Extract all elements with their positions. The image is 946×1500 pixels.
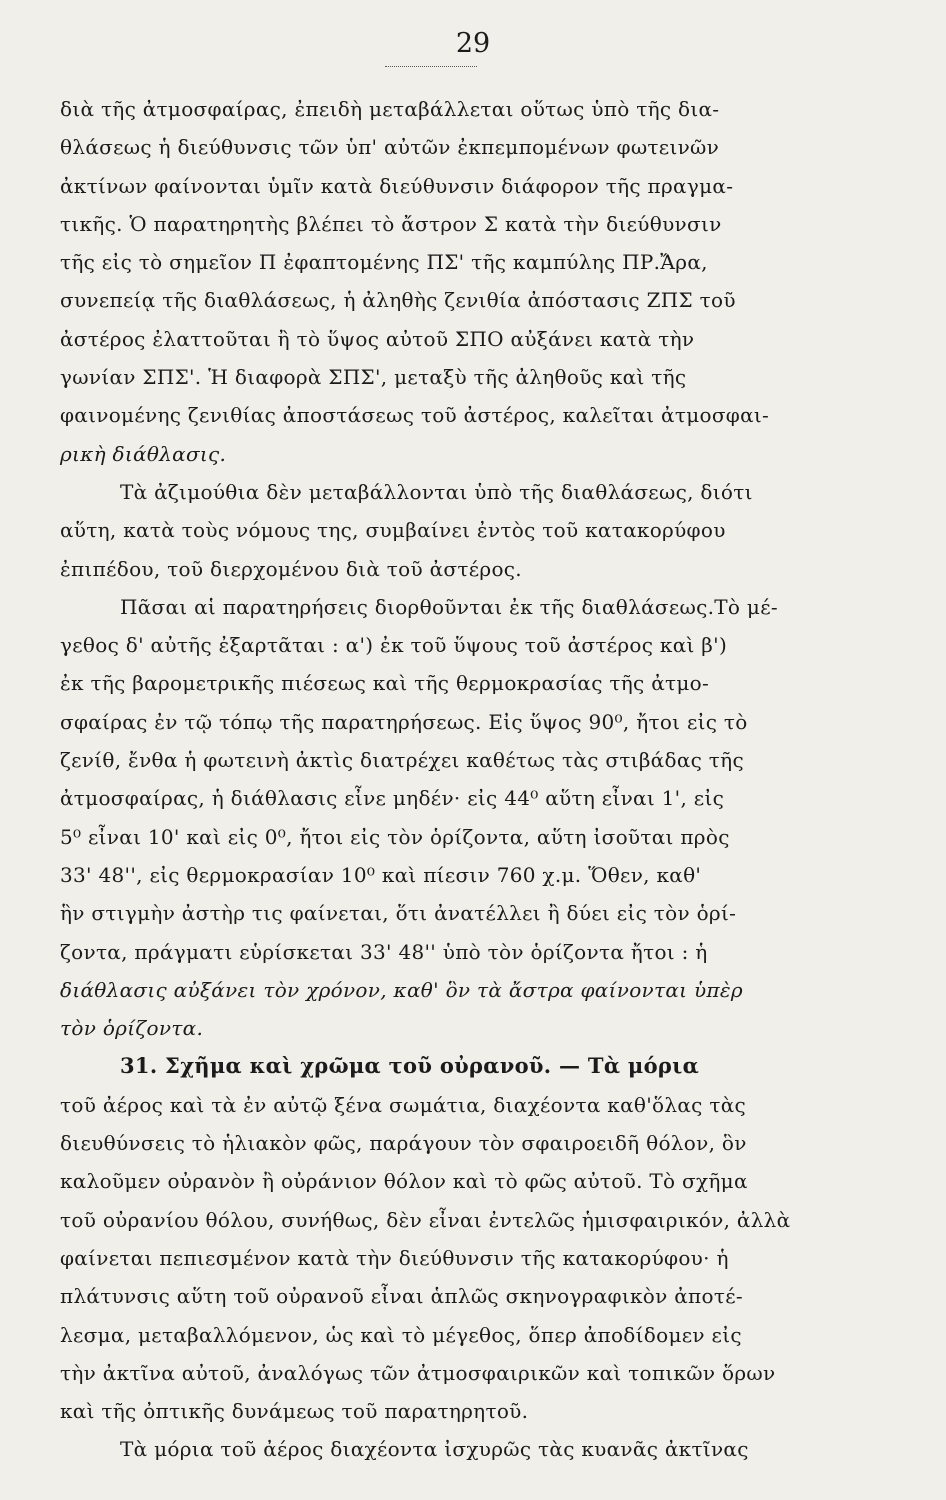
text-line: τῆς εἰς τὸ σημεῖον Π ἐφαπτομένης ΠΣ' τῆς καμπύλης ΠΡ.Ἄρα, — [60, 250, 708, 275]
text-line: φαινομένης ζενιθίας ἀποστάσεως τοῦ ἀστέρος, καλεῖται ἀτμοσφαι- — [60, 403, 770, 428]
text-line: σφαίρας ἐν τῷ τόπῳ τῆς παρατηρήσεως. Εἰς ὕψος 90⁰, ἤτοι εἰς τὸ — [60, 709, 748, 734]
page-number: 29 — [455, 28, 491, 59]
text-line: καὶ τῆς ὀπτικῆς δυνάμεως τοῦ παρατηρητοῦ. — [60, 1399, 529, 1424]
text-line: γωνίαν ΣΠΣ'. Ἡ διαφορὰ ΣΠΣ', μεταξὺ τῆς ἀληθοῦς καὶ τῆς — [60, 365, 687, 390]
text-line: πλάτυνσις αὕτη τοῦ οὐρανοῦ εἶναι ἁπλῶς σκηνογραφικὸν ἀποτέ- — [60, 1284, 743, 1309]
text-line: ἀκτίνων φαίνονται ὑμῖν κατὰ διεύθυνσιν διάφορον τῆς πραγμα- — [60, 173, 734, 198]
paragraph-start: Πᾶσαι αἱ παρατηρήσεις διορθοῦνται ἐκ τῆς διαθλάσεως.Τὸ μέ- — [120, 594, 778, 619]
text-line: ζοντα, πράγματι εὑρίσκεται 33' 48'' ὑπὸ τὸν ὁρίζοντα ἤτοι : ἡ — [60, 939, 708, 964]
text-line: φαίνεται πεπιεσμένον κατὰ τὴν διεύθυνσιν τῆς κατακορύφου· ἡ — [60, 1245, 729, 1270]
text-line: ἐκ τῆς βαρομετρικῆς πιέσεως καὶ τῆς θερμοκρασίας τῆς ἀτμο- — [60, 671, 710, 696]
text-line: ζενίθ, ἔνθα ἡ φωτεινὴ ἀκτὶς διατρέχει καθέτως τὰς στιβάδας τῆς — [60, 748, 744, 773]
text-line: 5⁰ εἶναι 10' καὶ εἰς 0⁰, ἤτοι εἰς τὸν ὁρίζοντα, αὕτη ἰσοῦται πρὸς — [60, 824, 730, 849]
text-line: καλοῦμεν οὐρανὸν ἢ οὐράνιον θόλον καὶ τὸ φῶς αὐτοῦ. Τὸ σχῆμα — [60, 1169, 748, 1194]
text-line: διάθλασις αὐξάνει τὸν χρόνον, καθ' ὃν τὰ ἄστρα φαίνονται ὑπὲρ — [60, 977, 743, 1002]
text-line: διὰ τῆς ἀτμοσφαίρας, ἐπειδὴ μεταβάλλεται οὕτως ὑπὸ τῆς δια- — [60, 97, 720, 121]
text-line: ἣν στιγμὴν ἀστὴρ τις φαίνεται, ὅτι ἀνατέλλει ἢ δύει εἰς τὸν ὁρί- — [60, 901, 737, 926]
text-line: ρικὴ διάθλασις. — [60, 441, 227, 466]
text-line: 33' 48'', εἰς θερμοκρασίαν 10⁰ καὶ πίεσιν 760 χ.μ. Ὅθεν, καθ' — [60, 862, 702, 887]
text-line: λεσμα, μεταβαλλόμενον, ὡς καὶ τὸ μέγεθος, ὅπερ ἀποδίδομεν εἰς — [60, 1322, 742, 1347]
header-rule — [385, 66, 477, 67]
text-body — [60, 90, 832, 1469]
text-line: ἀτμοσφαίρας, ἡ διάθλασις εἶνε μηδέν· εἰς 44⁰ αὕτη εἶναι 1', εἰς — [60, 786, 725, 811]
text-line: τικῆς. Ὁ παρατηρητὴς βλέπει τὸ ἄστρον Σ κατὰ τὴν διεύθυνσιν — [60, 211, 722, 236]
text-line: ἀστέρος ἐλαττοῦται ἢ τὸ ὕψος αὐτοῦ ΣΠΟ αὐξάνει κατὰ τὴν — [60, 326, 695, 351]
text-line: τοῦ οὐρανίου θόλου, συνήθως, δὲν εἶναι ἐντελῶς ἡμισφαιρικόν, ἀλλὰ — [60, 1207, 791, 1232]
text-line: ἐπιπέδου, τοῦ διερχομένου διὰ τοῦ ἀστέρος. — [60, 556, 522, 581]
text-line: αὕτη, κατὰ τοὺς νόμους της, συμβαίνει ἐντὸς τοῦ κατακορύφου — [60, 518, 726, 543]
text-line: διευθύνσεις τὸ ἡλιακὸν φῶς, παράγουν τὸν σφαιροειδῆ θόλον, ὃν — [60, 1131, 747, 1156]
text-line: συνεπείᾳ τῆς διαθλάσεως, ἡ ἀληθὴς ζενιθία ἀπόστασις ΖΠΣ τοῦ — [60, 288, 736, 313]
text-line: τοῦ ἀέρος καὶ τὰ ἐν αὐτῷ ξένα σωμάτια, διαχέοντα καθ'ὅλας τὰς — [60, 1092, 747, 1117]
text-line: γεθος δ' αὐτῆς ἐξαρτᾶται : α') ἐκ τοῦ ὕψους τοῦ ἀστέρος καὶ β') — [60, 633, 728, 658]
paragraph-start: Τὰ ἀζιμούθια δὲν μεταβάλλονται ὑπὸ τῆς διαθλάσεως, διότι — [120, 479, 753, 504]
section-heading: 31. Σχῆμα καὶ χρῶμα τοῦ οὐρανοῦ. — Τὰ μόρια — [120, 1053, 700, 1079]
text-line: τὴν ἀκτῖνα αὐτοῦ, ἀναλόγως τῶν ἀτμοσφαιρικῶν καὶ τοπικῶν ὅρων — [60, 1360, 776, 1385]
text-line: τὸν ὁρίζοντα. — [60, 1016, 204, 1041]
paragraph-start: Τὰ μόρια τοῦ ἀέρος διαχέοντα ἰσχυρῶς τὰς κυανᾶς ἀκτῖνας — [120, 1437, 749, 1462]
text-line: θλάσεως ἡ διεύθυνσις τῶν ὑπ' αὐτῶν ἐκπεμπομένων φωτεινῶν — [60, 135, 720, 160]
